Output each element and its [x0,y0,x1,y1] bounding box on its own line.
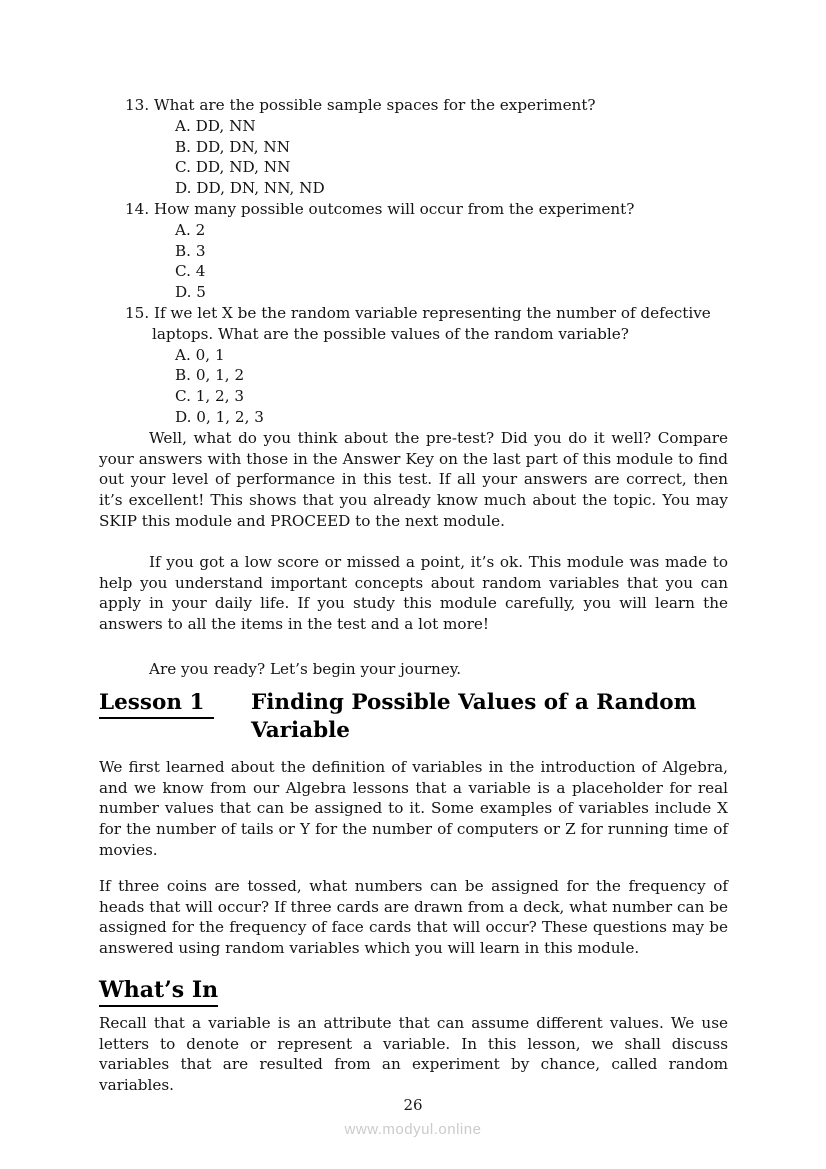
page-content [99,95,728,1096]
question-item [99,95,728,199]
lesson-title: Finding Possible Values of a Random Variable [251,689,697,743]
choice-item: D. 0, 1, 2, 3 [175,407,264,426]
lesson-heading [99,689,728,745]
choice-item: A. 2 [175,220,206,239]
choice-item: A. DD, NN [175,116,256,135]
question-item [99,199,728,303]
section-heading-text: What’s In [99,976,218,1007]
paragraph-whats-in-1: Recall that a variable is an attribute that can assume different values. We use letters to denote or represent a variable. In this lesson, we shall discuss variables that are resulted from an experiment by chance, called random variables. [99,1013,728,1095]
paragraph-lesson-intro-1: We first learned about the definition of variables in the introduction of Algebra, and we know from our Algebra lessons that a variable is a placeholder for real number values that can be assigned to it. Some examples of variables include X for the number of tails or Y for the number of computers or Z for running time of movies. [99,757,728,859]
choice-item: B. DD, DN, NN [175,137,291,156]
question-text: How many possible outcomes will occur from the experiment? [153,199,635,218]
watermark-text: www.modyul.online [344,1121,482,1138]
paragraph-ready-line: Are you ready? Let’s begin your journey. [149,659,462,678]
paragraph-pretest-feedback-2: If you got a low score or missed a point, it’s ok. This module was made to help you understand important concepts about random variables that you can apply in your daily life. If you study this module carefully, you will learn the answers to all the items in the test and a lot more! [99,552,728,634]
question-number: 14. [125,199,150,218]
question-line [99,303,728,345]
question-text: What are the possible sample spaces for the experiment? [153,96,596,114]
choice-item: D. DD, DN, NN, ND [175,179,325,198]
section-heading-whats-in [99,976,728,1007]
choice-item: A. 0, 1 [175,345,225,364]
choice-item: B. 3 [175,241,206,260]
choice-item: B. 0, 1, 2 [175,366,245,385]
choice-item: C. 4 [175,262,206,281]
question-line [99,199,728,220]
question-number: 13. [125,96,150,114]
question-line [99,95,728,116]
choice-item: D. 5 [175,283,206,302]
paragraph-lesson-intro-2: If three coins are tossed, what numbers can be assigned for the frequency of heads that will occur? If three cards are drawn from a deck, what number can be assigned for the frequency of face cards that will occur? These questions may be answered using random variables which you will learn in this module. [99,876,728,958]
page-number: 26 [403,1096,423,1114]
paragraph-pretest-feedback-1: Well, what do you think about the pre-test? Did you do it well? Compare your answers with those in the Answer Key on the last part of this module to find out your level of performance in this test. If all your answers are correct, then it’s excellent! This shows that you already know much about the topic. You may SKIP this module and PROCEED to the next module. [99,428,728,530]
question-item [99,303,728,428]
question-text: If we let X be the random variable representing the number of defective laptops. What are the possible values of the random variable? [152,303,711,343]
lesson-label-text: Lesson 1 [99,689,214,719]
choice-item: C. 1, 2, 3 [175,387,245,406]
choice-item: C. DD, ND, NN [175,158,291,177]
question-number: 15. [125,303,150,322]
lesson-label [99,689,251,719]
